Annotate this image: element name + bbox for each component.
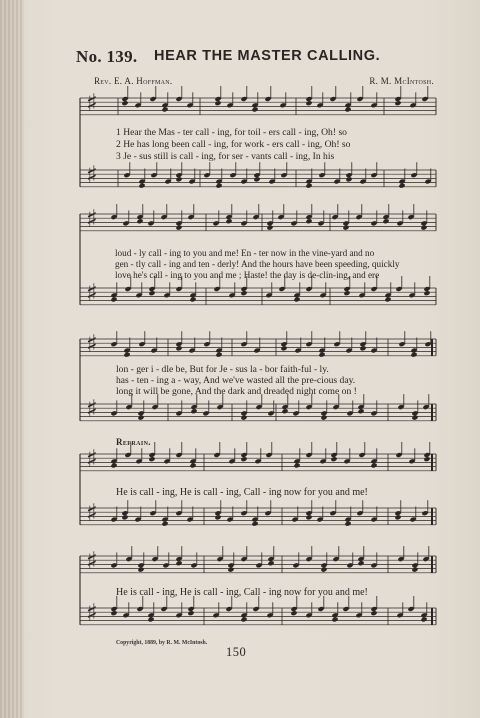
note-head bbox=[320, 415, 327, 421]
note-head bbox=[148, 456, 155, 462]
note-head bbox=[370, 463, 377, 469]
note-head bbox=[137, 415, 144, 421]
note-head bbox=[240, 415, 247, 421]
note-head bbox=[345, 176, 352, 182]
clef-glyph: ♯ bbox=[86, 204, 98, 234]
note-head bbox=[293, 297, 300, 303]
clef-glyph: ♯ bbox=[86, 278, 98, 308]
note-head bbox=[175, 560, 182, 566]
note-head bbox=[137, 567, 144, 573]
lyric-line: love he's call - ing to you and me ; Haste! the day is de-clin-ing, and ere bbox=[115, 270, 380, 280]
note-head bbox=[331, 617, 338, 623]
note-head bbox=[357, 560, 364, 566]
note-head bbox=[189, 463, 196, 469]
note-head bbox=[253, 176, 260, 182]
lyric-line: gen - tly call - ing and ten - derly! And the hours have been speeding, quickly bbox=[115, 259, 400, 269]
note-head bbox=[420, 225, 427, 231]
clef-glyph: ♯ bbox=[86, 329, 98, 359]
note-head bbox=[240, 456, 247, 462]
clef-glyph: ♯ bbox=[86, 546, 98, 576]
note-head bbox=[251, 521, 258, 527]
note-head bbox=[293, 463, 300, 469]
refrain-label: Refrain. bbox=[116, 437, 151, 447]
lyric-line: has - ten - ing a - way, And we've wasted all the pre-cious day. bbox=[116, 375, 356, 386]
note-head bbox=[110, 297, 117, 303]
note-head bbox=[175, 345, 182, 351]
note-head bbox=[121, 514, 128, 520]
note-head bbox=[370, 610, 377, 616]
note-head bbox=[147, 617, 154, 623]
note-head bbox=[161, 521, 168, 527]
note-head bbox=[123, 352, 130, 358]
note-head bbox=[190, 408, 197, 414]
note-head bbox=[343, 290, 350, 296]
note-head bbox=[320, 567, 327, 573]
note-head bbox=[251, 107, 258, 113]
clef-glyph: ♯ bbox=[86, 598, 98, 628]
note-head bbox=[267, 560, 274, 566]
note-head bbox=[357, 408, 364, 414]
hymn-title: HEAR THE MASTER CALLING. bbox=[154, 48, 381, 64]
note-head bbox=[266, 225, 273, 231]
note-head bbox=[215, 183, 222, 189]
note-head bbox=[175, 225, 182, 231]
lyric-line: loud - ly call - ing to you and me! En - ter now in the vine-yard and no bbox=[115, 248, 375, 258]
note-head bbox=[423, 456, 430, 462]
note-head bbox=[342, 225, 349, 231]
note-head bbox=[240, 617, 247, 623]
note-head bbox=[175, 176, 182, 182]
note-head bbox=[227, 567, 234, 573]
lyric-line: long it will be gone, And the dark and dreaded night come on ! bbox=[116, 386, 357, 397]
note-head bbox=[305, 183, 312, 189]
composer-credit: R. M. McIntosh. bbox=[369, 76, 434, 86]
note-head bbox=[305, 100, 312, 106]
lyric-line: He is call - ing, He is call - ing, Call - ing now for you and me! bbox=[116, 487, 368, 498]
lyric-line: 1 Hear the Mas - ter call - ing, for toil - ers call - ing, Oh! so bbox=[116, 127, 347, 138]
note-head bbox=[305, 218, 312, 224]
note-head bbox=[420, 617, 427, 623]
note-head bbox=[411, 415, 418, 421]
note-head bbox=[382, 218, 389, 224]
lyric-line: lon - ger i - dle be, But for Je - sus la - bor faith-ful - ly. bbox=[116, 364, 329, 375]
note-head bbox=[318, 352, 325, 358]
note-head bbox=[240, 290, 247, 296]
note-head bbox=[384, 297, 391, 303]
note-head bbox=[330, 456, 337, 462]
clef-glyph: ♯ bbox=[86, 160, 98, 190]
note-head bbox=[394, 514, 401, 520]
copyright-notice: Copyright, 1889, by R. M. McIntosh. bbox=[116, 640, 208, 646]
clef-glyph: ♯ bbox=[86, 444, 98, 474]
note-head bbox=[110, 463, 117, 469]
lyric-line: 2 He has long been call - ing, for work - ers call - ing, Oh! so bbox=[116, 139, 351, 150]
note-head bbox=[394, 100, 401, 106]
note-head bbox=[344, 521, 351, 527]
note-head bbox=[136, 218, 143, 224]
hymn-number: No. 139. bbox=[76, 47, 138, 66]
note-head bbox=[214, 514, 221, 520]
note-head bbox=[344, 107, 351, 113]
note-head bbox=[359, 345, 366, 351]
note-head bbox=[290, 610, 297, 616]
note-head bbox=[187, 610, 194, 616]
note-head bbox=[411, 567, 418, 573]
clef-glyph: ♯ bbox=[86, 394, 98, 424]
note-head bbox=[215, 352, 222, 358]
note-head bbox=[410, 352, 417, 358]
note-head bbox=[225, 218, 232, 224]
note-head bbox=[110, 610, 117, 616]
note-head bbox=[121, 100, 128, 106]
lyricist-credit: Rev. E. A. Hoffman. bbox=[94, 76, 173, 86]
note-head bbox=[423, 290, 430, 296]
note-head bbox=[305, 514, 312, 520]
clef-glyph: ♯ bbox=[86, 498, 98, 528]
note-head bbox=[161, 107, 168, 113]
clef-glyph: ♯ bbox=[86, 88, 98, 118]
lyric-line: 3 Je - sus still is call - ing, for ser - vants call - ing, In his bbox=[116, 151, 335, 162]
note-head bbox=[281, 408, 288, 414]
lyric-line: He is call - ing, He is call - ing, Call - ing now for you and me! bbox=[116, 587, 368, 598]
note-head bbox=[189, 297, 196, 303]
note-head bbox=[138, 183, 145, 189]
page-number: 150 bbox=[226, 645, 247, 659]
note-head bbox=[398, 183, 405, 189]
note-head bbox=[280, 345, 287, 351]
note-head bbox=[214, 100, 221, 106]
note-head bbox=[148, 290, 155, 296]
